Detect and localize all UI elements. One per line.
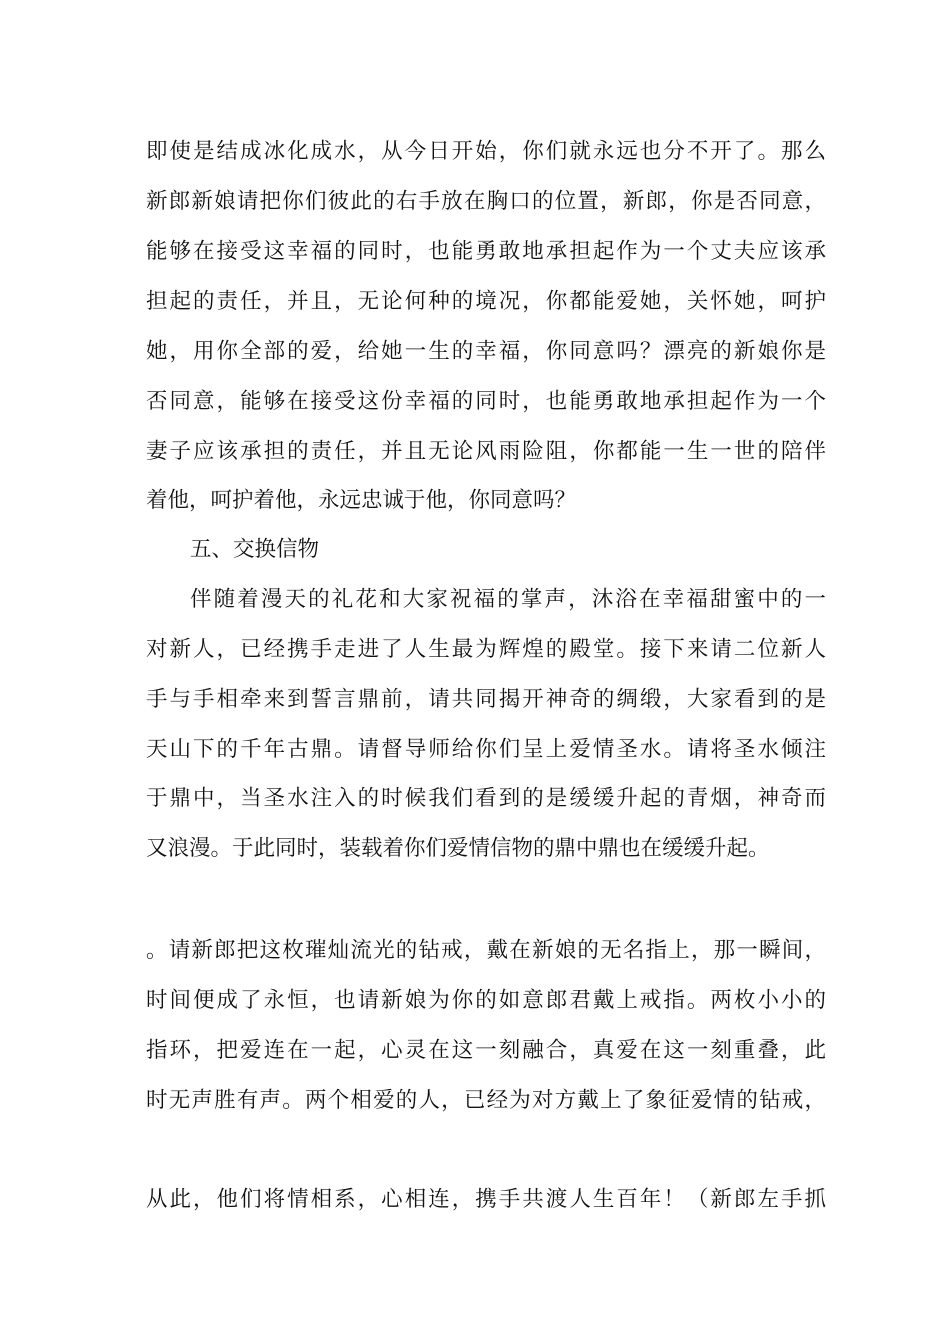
- paragraph-3-line-4: 时无声胜有声。两个相爱的人，已经为对方戴上了象征爱情的钻戒，: [146, 1088, 826, 1113]
- paragraph-1-line-2: 新郎新娘请把你们彼此的右手放在胸口的位置，新郎，你是否同意，: [146, 189, 826, 214]
- paragraph-1-line-8: 着他，呵护着他，永远忠诚于他，你同意吗？: [146, 488, 577, 513]
- paragraph-2-line-6: 又浪漫。于此同时，装载着你们爱情信物的鼎中鼎也在缓缓升起。: [146, 836, 770, 861]
- paragraph-2-line-5: 于鼎中，当圣水注入的时候我们看到的是缓缓升起的青烟，神奇而: [146, 786, 826, 811]
- paragraph-1-line-6: 否同意，能够在接受这份幸福的同时，也能勇敢地承担起作为一个: [146, 389, 826, 414]
- paragraph-1-line-3: 能够在接受这幸福的同时，也能勇敢地承担起作为一个丈夫应该承: [146, 239, 826, 264]
- section-heading: 五、交换信物: [190, 537, 320, 562]
- paragraph-1-line-5: 她，用你全部的爱，给她一生的幸福，你同意吗？漂亮的新娘你是: [146, 339, 826, 364]
- paragraph-4-line-1: 从此，他们将情相系，心相连，携手共渡人生百年！（新郎左手抓: [146, 1187, 826, 1212]
- paragraph-1-line-4: 担起的责任，并且，无论何种的境况，你都能爱她，关怀她，呵护: [146, 289, 826, 314]
- paragraph-3-line-2: 时间便成了永恒，也请新娘为你的如意郎君戴上戒指。两枚小小的: [146, 988, 826, 1013]
- paragraph-1-line-1: 即使是结成冰化成水，从今日开始，你们就永远也分不开了。那么: [146, 139, 826, 164]
- paragraph-2-line-3: 手与手相牵来到誓言鼎前，请共同揭开神奇的绸缎，大家看到的是: [146, 687, 826, 712]
- paragraph-1-line-7: 妻子应该承担的责任，并且无论风雨险阻，你都能一生一世的陪伴: [146, 439, 826, 464]
- paragraph-2-line-2: 对新人，已经携手走进了人生最为辉煌的殿堂。接下来请二位新人: [146, 637, 826, 662]
- paragraph-3-line-3: 指环，把爱连在一起，心灵在这一刻融合，真爱在这一刻重叠，此: [146, 1038, 826, 1063]
- paragraph-2-line-1: 伴随着漫天的礼花和大家祝福的掌声，沐浴在幸福甜蜜中的一: [190, 587, 826, 612]
- paragraph-2-line-4: 天山下的千年古鼎。请督导师给你们呈上爱情圣水。请将圣水倾注: [146, 737, 826, 762]
- paragraph-3-line-1: 。请新郎把这枚璀灿流光的钻戒，戴在新娘的无名指上，那一瞬间，: [146, 938, 826, 963]
